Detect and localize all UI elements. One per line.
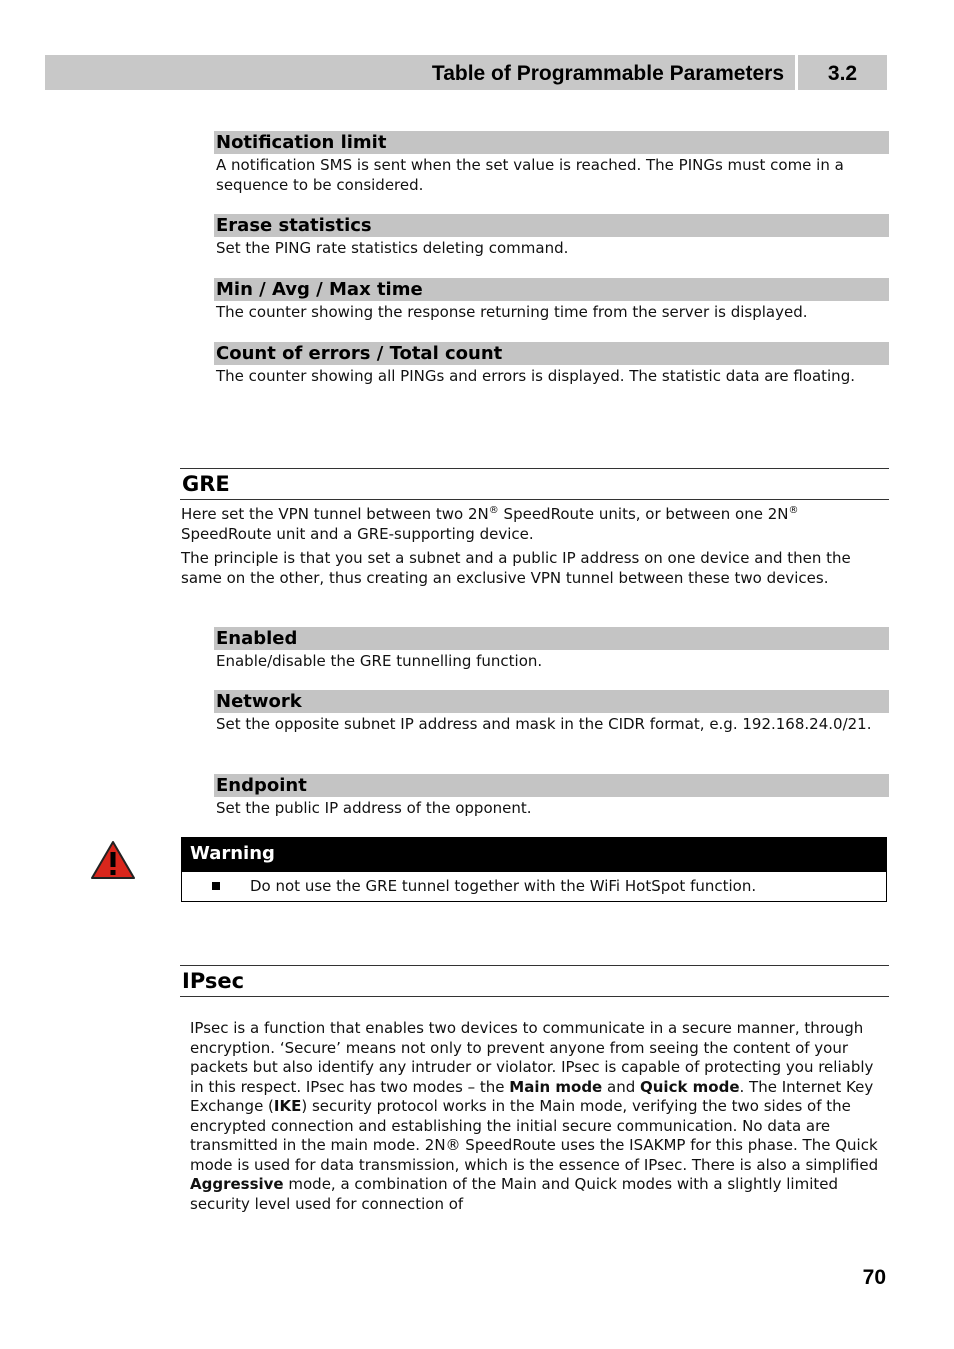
gre-intro: Here set the VPN tunnel between two 2N® SpeedRoute units, or between one 2N® SpeedRoute unit and a GRE-supporting device. [181,505,799,543]
param-count-of-errors [214,342,889,387]
page-number: 70 [862,1266,886,1289]
param-desc: Set the opposite subnet IP address and mask in the CIDR format, e.g. 192.168.24.0/21. [216,715,872,733]
section-gre [180,468,889,500]
param-notification-limit [214,131,889,195]
param-title: Enabled [214,627,889,650]
param-title: Endpoint [214,774,889,797]
param-title: Network [214,690,889,713]
warning-triangle-icon [90,840,136,880]
section-title-ipsec: IPsec [180,966,889,997]
warning-title: Warning [182,838,886,872]
param-title: Min / Avg / Max time [214,278,889,301]
param-enabled [214,627,889,672]
ipsec-paragraph: IPsec is a function that enables two devices to communicate in a secure manner, through encryption. ‘Secure’ means not only to prevent anyone from seeing the content of your packets but also identify any intruder or violator. IPsec is capable of protecting you reliably in this respect. IPsec has two modes – the Main mode and Quick mode. The Internet Key Exchange (IKE) security protocol works in the Main mode, verifying the two sides of the encrypted connection and establishing the initial secure communication. No data are transmitted in the main mode. 2N® SpeedRoute uses the ISAKMP for this phase. The Quick mode is used for data transmission, which is the essence of IPsec. There is also a simplified Aggressive mode, a combination of the Main and Quick modes with a slightly limited security level used for connection of [190,1019,879,1213]
gre-principle: The principle is that you set a subnet and a public IP address on one device and then the same on the other, thus creating an exclusive VPN tunnel between these two devices. [181,549,851,587]
param-desc: Enable/disable the GRE tunnelling function. [216,652,543,670]
param-title: Erase statistics [214,214,889,237]
section-title-gre: GRE [180,469,889,500]
param-erase-statistics [214,214,889,259]
bullet-square-icon [212,882,220,890]
section-ipsec [180,965,889,997]
param-title: Notification limit [214,131,889,154]
param-network [214,690,889,735]
warning-box [181,837,887,902]
param-title: Count of errors / Total count [214,342,889,365]
page-title: Table of Programmable Parameters [431,62,784,85]
warning-body [182,872,886,901]
warning-text: Do not use the GRE tunnel together with the WiFi HotSpot function. [250,877,757,895]
param-desc: The counter showing the response returning time from the server is displayed. [216,303,808,321]
param-desc: The counter showing all PINGs and errors is displayed. The statistic data are floating. [216,367,855,385]
param-desc: Set the PING rate statistics deleting command. [216,239,569,257]
param-endpoint [214,774,889,819]
param-desc: A notification SMS is sent when the set value is reached. The PINGs must come in a sequence to be considered. [216,156,844,194]
param-min-avg-max-time [214,278,889,323]
param-desc: Set the public IP address of the opponent. [216,799,532,817]
section-number: 3.2 [827,62,858,85]
